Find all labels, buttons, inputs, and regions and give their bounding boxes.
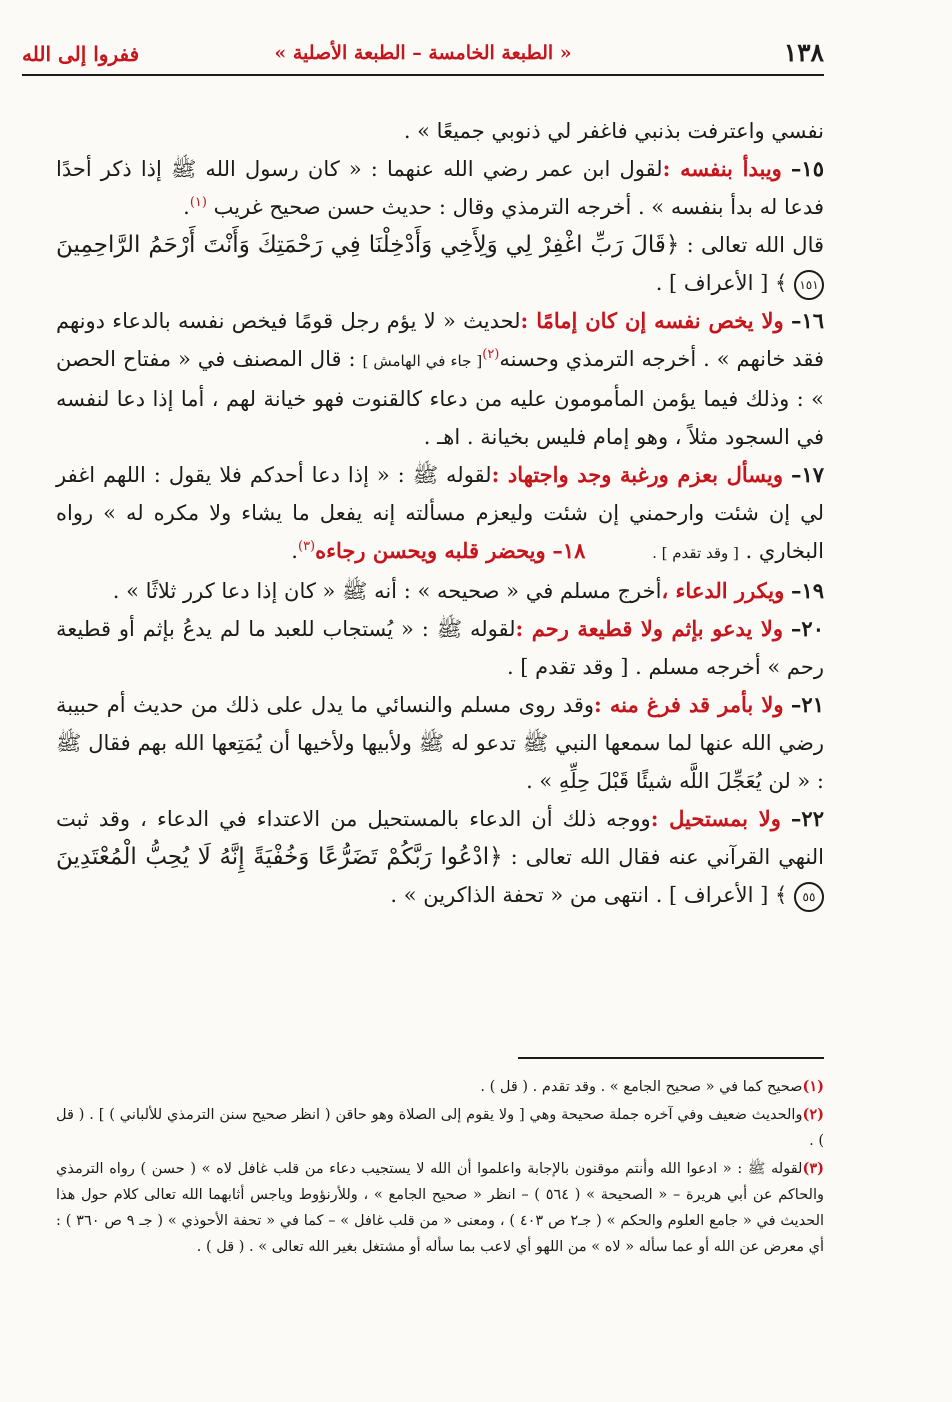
book-title: ففروا إلى الله	[22, 42, 140, 66]
page-number: ١٣٨	[783, 38, 824, 67]
footnote-ref: (١)	[189, 195, 207, 210]
paragraph-continuation: نفسي واعترفت بذنبي فاغفر لي ذنوبي جميعًا » .	[403, 119, 824, 143]
paragraph-15: ١٥– ويبدأ بنفسه :لقول ابن عمر رضي الله عنهما : « كان رسول الله ﷺ إذا ذكر أحدًا فدعا له بدأ بنفسه » . أخرجه الترمذي وقال : حديث حسن صحيح غريب $^{(١)}$.	[56, 156, 824, 219]
ayah-number-icon: ٥٥	[794, 882, 824, 912]
paragraph-18: ١٨– ويحضر قلبه ويحسن رجاءه$^{(٣)}$.	[291, 538, 586, 563]
section-title: ويكرر الدعاء ،	[661, 578, 785, 603]
footnote-2: (٢)والحديث ضعيف وفي آخره جملة صحيحة وهي [ ولا يقوم إلى الصلاة وهو حاقن ( انظر صحيح سنن الترمذي للألباني ) ] . ( قل ) .	[56, 1106, 824, 1149]
footnote-ref: (٢)	[482, 347, 500, 362]
section-title: ولا يخص نفسه إن كان إمامًا :	[520, 308, 784, 333]
quran-verse-2: ﴿ادْعُوا رَبَّكُمْ تَضَرُّعًا وَخُفْيَةً إِنَّهُ لَا يُحِبُّ الْمُعْتَدِينَ	[56, 844, 503, 870]
footnote-ref: (٣)	[297, 539, 316, 554]
footnotes	[56, 1074, 824, 1262]
quran-verse-1: قال الله تعالى : ﴿قَالَ رَبِّ اغْفِرْ لِي وَلِأَخِي وَأَدْخِلْنَا فِي رَحْمَتِكَ وَأَنْتَ أَرْحَمُ الرَّاحِمِينَ ١٥١ ﴾ [ الأعراف ] .	[56, 226, 824, 302]
section-title: ولا بمستحيل :	[650, 806, 781, 831]
paragraph-17: ١٧– ويسأل بعزم ورغبة وجد واجتهاد :لقوله ﷺ : « إذا دعا أحدكم فلا يقول : اللهم اغفر لي إن شئت وارحمني إن شئت وليعزم مسألته إنه يفعل ما يشاء ولا مكره له » رواه البخاري . [ وقد تقدم ] . ١٨– ويحضر قلبه ويحسن رجاءه$^{(٣)}$.	[56, 456, 824, 572]
paragraph-21: ٢١– ولا بأمر قد فرغ منه :وقد روى مسلم والنسائي ما يدل على ذلك من حديث أم حبيبة رضي الله عنها لما سمعها النبي ﷺ تدعو له ﷺ ولأبيها ولأخيها أن يُمَتِعها الله بهم فقال ﷺ : « لن يُعَجِّلَ اللَّه شيئًا قَبْلَ حِلِّهِ » .	[56, 692, 824, 793]
footnote-1: (١)صحيح كما في « صحيح الجامع » . وقد تقدم . ( قل ) .	[480, 1078, 824, 1095]
section-title: ويبدأ بنفسه :	[662, 156, 782, 181]
footnote-divider	[518, 1057, 824, 1059]
edition-label: « الطبعة الخامسة – الطبعة الأصلية »	[274, 42, 572, 64]
main-text	[56, 112, 824, 914]
section-title: ولا يدعو بإثم ولا قطيعة رحم :	[515, 616, 784, 641]
paragraph-22: ٢٢– ولا بمستحيل :ووجه ذلك أن الدعاء بالمستحيل من الاعتداء في الدعاء ، وقد ثبت النهي القرآني عنه فقال الله تعالى : ﴿ادْعُوا رَبَّكُمْ تَضَرُّعًا وَخُفْيَةً إِنَّهُ لَا يُحِبُّ الْمُعْتَدِينَ ٥٥ ﴾ [ الأعراف ] . انتهى من « تحفة الذاكرين » .	[56, 800, 824, 914]
section-title: ولا بأمر قد فرغ منه :	[594, 692, 784, 717]
section-title: ويسأل بعزم ورغبة وجد واجتهاد :	[491, 462, 783, 487]
ayah-number-icon: ١٥١	[794, 270, 824, 300]
footnote-3: (٣)لقوله ﷺ : « ادعوا الله وأنتم موقنون بالإجابة واعلموا أن الله لا يستجيب دعاء من قلب غافل لاه » ( حسن ) رواه الترمذي والحاكم عن أبي هريرة – « الصحيحة » ( ٥٦٤ ) – انظر « صحيح الجامع » ، وللأرنؤوط وياجس أثابهما الله تعالى كلام حول هذا الحديث في « جامع العلوم والحكم » ( جـ٢ ص ٤٠٣ ) ، ومعنى « من قلب غافل » – كما في « تحفة الأحوذي » ( جـ ٩ ص ٣٦٠ ) : أي معرض عن الله أو عما سأله « لاه » من اللهو أي لاعب بما سأله أو مشتغل بغير الله تعالى » . ( قل ) .	[56, 1160, 825, 1255]
paragraph-16: ١٦– ولا يخص نفسه إن كان إمامًا :لحديث « لا يؤم رجل قومًا فيخص نفسه بالدعاء دونهم فقد خانهم » . أخرجه الترمذي وحسنه$^{(٢)}$[ جاء في الهامش ] : قال المصنف في « مفتاح الحصن » : وذلك فيما يؤمن المأمومون عليه من دعاء كالقنوت فهو خيانة لهم ، أما إذا دعا لنفسه في السجود مثلاً ، وهو إمام فليس بخيانة . اهـ .	[56, 308, 824, 449]
header-divider	[22, 74, 824, 76]
paragraph-19: ١٩– ويكرر الدعاء ،أخرج مسلم في « صحيحه » : أنه ﷺ « كان إذا دعا كرر ثلاثًا » .	[112, 578, 824, 603]
running-header	[22, 34, 824, 74]
paragraph-20: ٢٠– ولا يدعو بإثم ولا قطيعة رحم :لقوله ﷺ : « يُستجاب للعبد ما لم يدعُ بإثم أو قطيعة رحم » أخرجه مسلم . [ وقد تقدم ] .	[56, 616, 824, 679]
section-title: ويحضر قلبه ويحسن رجاءه	[315, 538, 546, 563]
